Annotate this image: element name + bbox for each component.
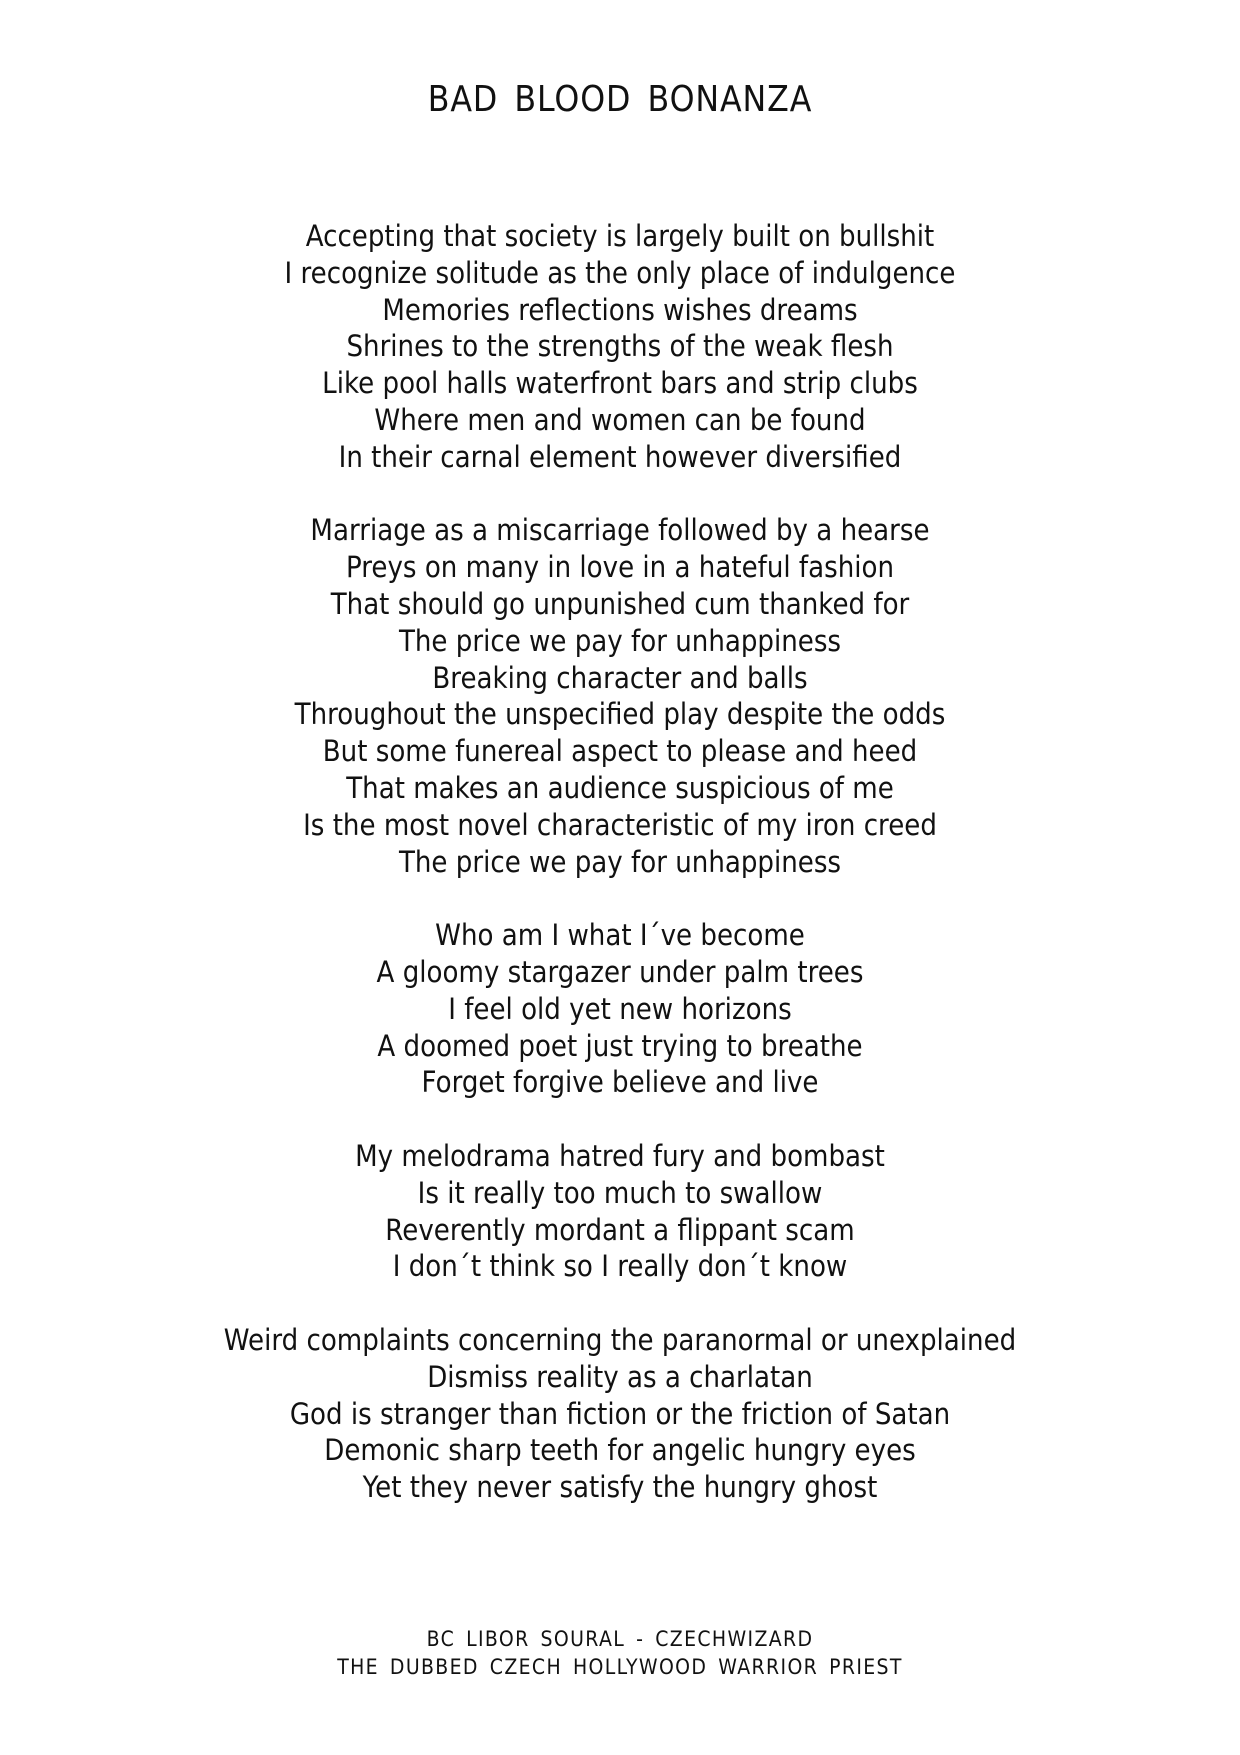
poem-line: I feel old yet new horizons [448,991,792,1026]
poem-line: Breaking character and balls [432,660,808,695]
poem-line: Memories reflections wishes dreams [382,292,858,327]
poem-line: That makes an audience suspicious of me [346,770,894,805]
poem-line: Like pool halls waterfront bars and strip clubs [322,366,918,401]
poem-line: Accepting that society is largely built on bullshit [305,219,935,253]
stanza-1 [62,218,1178,476]
poem-line: My melodrama hatred fury and bombast [355,1138,885,1173]
stanza-5 [62,1322,1178,1506]
poem-line: Throughout the unspecified play despite the odds [294,697,946,732]
poem-line: Dismiss reality as a charlatan [427,1359,813,1394]
tagline-line: THE DUBBED CZECH HOLLYWOOD WARRIOR PRIEST [337,1655,903,1679]
poem-line: But some funereal aspect to please and heed [322,734,918,769]
poem-line: A gloomy stargazer under palm trees [376,954,864,989]
stanza-4 [62,1138,1178,1285]
poem-line: Is it really too much to swallow [417,1175,823,1210]
poem-body [62,218,1178,1506]
stanza-3 [62,917,1178,1101]
poem-footer [62,1625,1178,1681]
poem-line: Marriage as a miscarriage followed by a hearse [310,513,930,548]
poem-line: The price we pay for unhappiness [398,844,842,879]
poem-line: Reverently mordant a flippant scam [385,1212,855,1247]
poem-line: Where men and women can be found [374,402,866,437]
poem-line: Preys on many in love in a hateful fashion [345,550,895,585]
poem-line: Who am I what I´ve become [435,918,805,953]
poem-line: Is the most novel characteristic of my iron creed [303,807,937,842]
poem-line: Demonic sharp teeth for angelic hungry eyes [324,1433,916,1468]
poem-line: Yet they never satisfy the hungry ghost [362,1470,878,1505]
poem-line: Weird complaints concerning the paranormal or unexplained [223,1322,1017,1357]
poem-line: The price we pay for unhappiness [398,623,842,658]
stanza-2 [62,512,1178,880]
poem-line: A doomed poet just trying to breathe [377,1028,863,1063]
poem-line: In their carnal element however diversified [338,439,902,474]
author-line: BC LIBOR SOURAL - CZECHWIZARD [426,1627,814,1651]
poem-title: BAD BLOOD BONANZA [427,79,813,120]
poem-line: I recognize solitude as the only place of indulgence [284,255,956,290]
poem-line: Forget forgive believe and live [421,1065,819,1100]
poem-line: Shrines to the strengths of the weak flesh [346,329,894,364]
poem-line: That should go unpunished cum thanked for [330,586,910,621]
poem-line: I don´t think so I really don´t know [392,1249,848,1284]
poem-line: God is stranger than fiction or the friction of Satan [289,1396,951,1431]
